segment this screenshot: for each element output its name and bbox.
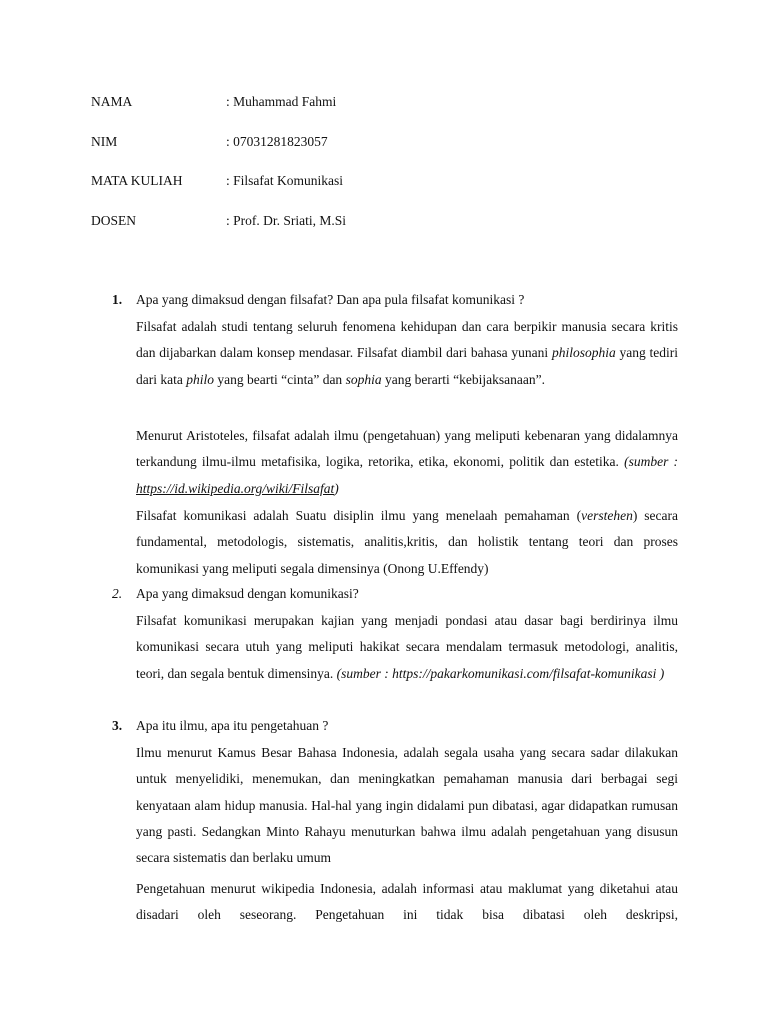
italic-term: verstehen bbox=[581, 508, 633, 523]
italic-term: philo bbox=[186, 371, 214, 387]
header-label: NAMA bbox=[91, 94, 133, 109]
text-run: Filsafat komunikasi merupakan kajian yang menjadi pondasi atau dasar bagi berdirinya ilmu komunikasi secara utuh yang meliputi hakikat secara mendalam termasuk metodologi, analitis, teori, dan segala bentuk dimensinya. bbox=[136, 613, 678, 681]
answer-3-paragraph-2: Pengetahuan menurut wikipedia Indonesia, adalah informasi atau maklumat yang diketahui atau disadari oleh seseorang. Pengetahuan ini tidak bisa dibatasi oleh deskripsi, bbox=[136, 881, 678, 923]
answer-1-paragraph-2 bbox=[136, 423, 678, 502]
text-run: Filsafat komunikasi adalah Suatu disiplin ilmu yang menelaah pemahaman ( bbox=[136, 508, 582, 523]
question-number: 1. bbox=[112, 292, 123, 307]
header-value: : Filsafat Komunikasi bbox=[226, 173, 343, 188]
source-link[interactable]: https://id.wikipedia.org/wiki/Filsafat bbox=[136, 480, 335, 496]
text-run: yang tediri dari kata bbox=[136, 345, 678, 387]
answer-1-paragraph-3 bbox=[136, 503, 678, 582]
header-label: DOSEN bbox=[91, 213, 137, 228]
question-text: Apa yang dimaksud dengan komunikasi? bbox=[136, 586, 359, 601]
header-value: : 07031281823057 bbox=[226, 134, 328, 149]
source-citation: (sumber : bbox=[624, 454, 678, 470]
italic-term: sophia bbox=[345, 371, 382, 387]
text-run: yang bearti “cinta” dan bbox=[214, 371, 346, 387]
text-run: Menurut Aristoteles, filsafat adalah ilmu (pengetahuan) yang meliputi kebenaran yang didalamnya terkandung ilmu-ilmu metafisika, logika, retorika, etika, ekonomi, politik dan estetika. bbox=[136, 428, 678, 470]
question-number: 3. bbox=[112, 718, 123, 733]
text-run: ) secara fundamental, metodologis, sistematis, analitis,kritis, dan holistik tentang teori dan proses komunikasi yang meliputi segala dimensinya (Onong U.Effendy) bbox=[136, 508, 679, 576]
text-run: Filsafat adalah studi tentang seluruh fenomena kehidupan dan cara berpikir manusia secara kritis dan dijabarkan dalam konsep mendasar. Filsafat diambil dari bahasa yunani bbox=[136, 319, 678, 361]
answer-2-paragraph-1 bbox=[136, 608, 678, 687]
answer-3-paragraph-1: Ilmu menurut Kamus Besar Bahasa Indonesia, adalah segala usaha yang secara sadar dilakukan untuk menyelidiki, menemukan, dan meningkatkan pemahaman manusia dari berbagai segi kenyataan alam hidup manusia. Hal-hal yang ingin didalami pun dibatasi, agar didapatkan rumusan yang pasti. Sedangkan Minto Rahayu menuturkan bahwa ilmu adalah pengetahuan yang disusun secara sistematis dan berlaku umum bbox=[136, 745, 678, 866]
header-label: MATA KULIAH bbox=[91, 173, 183, 188]
source-citation: ) bbox=[334, 480, 339, 496]
question-number: 2. bbox=[112, 586, 123, 601]
header-value: : Prof. Dr. Sriati, M.Si bbox=[226, 213, 347, 228]
question-text: Apa yang dimaksud dengan filsafat? Dan apa pula filsafat komunikasi ? bbox=[136, 292, 525, 307]
text-run: yang berarti “kebijaksanaan”. bbox=[381, 371, 545, 387]
question-text: Apa itu ilmu, apa itu pengetahuan ? bbox=[136, 718, 329, 733]
header-value: : Muhammad Fahmi bbox=[226, 94, 337, 109]
answer-1-paragraph-1 bbox=[136, 314, 678, 393]
header-label: NIM bbox=[91, 134, 118, 149]
italic-term: philosophia bbox=[551, 345, 616, 361]
source-citation: (sumber : bbox=[336, 665, 389, 681]
source-link[interactable]: https://pakarkomunikasi.com/filsafat-komunikasi ) bbox=[392, 665, 665, 681]
